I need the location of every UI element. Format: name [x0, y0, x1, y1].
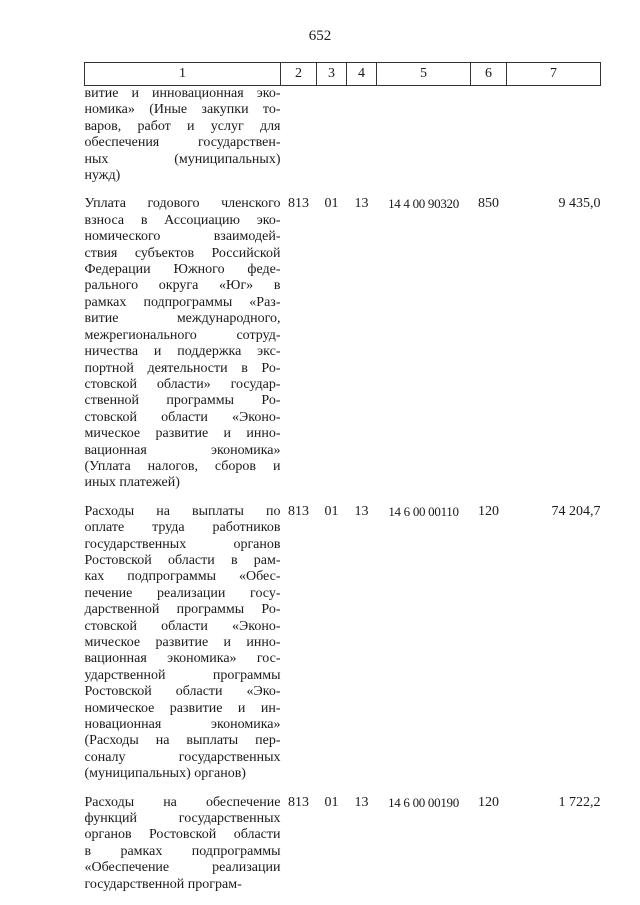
table-row — [85, 86, 601, 185]
amount-value: 74 204,7 — [551, 503, 601, 519]
description-line: номическое развитие и ин- — [84, 700, 281, 716]
column-header: 6 — [471, 63, 507, 86]
chapter-code: 813 — [288, 503, 309, 519]
description-line: государственной програм- — [84, 876, 242, 892]
description-line: Федерации Южного феде- — [84, 262, 281, 278]
expense-type-code: 120 — [478, 794, 499, 810]
chapter-code: 813 — [288, 794, 309, 810]
description-line: Ростовской области в рам- — [84, 552, 281, 568]
description-line: «Обеспечение реализации — [84, 860, 281, 876]
description-line: ных (муниципальных) — [84, 151, 281, 167]
expense-type-code: 850 — [478, 196, 499, 212]
description-line: мическое развитие и инно- — [84, 635, 281, 650]
description-line: стовской области» государ- — [84, 376, 281, 392]
amount-value: 9 435,0 — [558, 196, 601, 212]
description-line: витие и инновационная эко- — [84, 86, 281, 101]
description-line: нужд) — [84, 168, 121, 184]
description-line: мическое развитие и инно- — [84, 426, 281, 442]
description-line: портной деятельности в Ро- — [84, 360, 281, 376]
description-line: стовской области «Эконо- — [84, 618, 281, 634]
row-spacer — [85, 783, 601, 795]
description-line: функций государственных — [84, 811, 281, 827]
section-code — [317, 86, 347, 185]
row-description — [85, 196, 281, 491]
budget-table — [84, 62, 601, 893]
description-line: рального округа «Юг» в — [84, 278, 281, 294]
description-line: вационная экономика» гос- — [84, 651, 281, 667]
row-spacer-cell — [85, 184, 601, 196]
description-line: вационная экономика» — [84, 442, 281, 458]
description-line: оплате труда работников — [84, 520, 281, 536]
row-spacer-cell — [85, 783, 601, 795]
subsection-code: 13 — [354, 503, 369, 519]
page-number: 652 — [308, 28, 332, 44]
section-code: 01 — [324, 794, 339, 810]
column-header: 1 — [85, 63, 281, 86]
description-line: ках подпрограммы «Обес- — [84, 569, 281, 585]
description-line: органов Ростовской области — [84, 827, 281, 843]
description-line: государственных органов — [84, 536, 281, 552]
amount-value: 1 722,2 — [558, 794, 601, 810]
description-line: ничества и поддержка экс- — [84, 344, 281, 360]
description-line: номика» (Иные закупки то- — [84, 102, 281, 118]
description-line: печение реализации госу- — [84, 585, 281, 601]
table-row — [85, 795, 601, 893]
description-line: ствия субъектов Российской — [84, 245, 281, 261]
target-article-code: 14 6 00 00110 — [388, 503, 459, 519]
description-line: (Расходы на выплаты пер- — [84, 733, 281, 749]
expense-type-code: 120 — [478, 503, 499, 519]
description-line: варов, работ и услуг для — [84, 118, 281, 134]
chapter-code: 813 — [288, 196, 309, 212]
description-line: Расходы на выплаты по — [84, 503, 281, 519]
subsection-code: 13 — [354, 196, 369, 212]
description-line: новационная экономика» — [84, 717, 281, 733]
column-header: 2 — [281, 63, 317, 86]
description-line: Ростовской области «Эко- — [84, 684, 281, 700]
row-description — [85, 504, 281, 783]
target-article-code: 14 4 00 90320 — [388, 196, 459, 212]
column-header: 4 — [347, 63, 377, 86]
column-header: 5 — [377, 63, 471, 86]
description-line: Уплата годового членского — [84, 196, 281, 212]
subsection-code — [347, 86, 377, 185]
description-line: рамках подпрограммы «Раз- — [84, 294, 281, 310]
description-line: ственной программы Ро- — [84, 393, 281, 409]
description-line: межрегионального сотруд- — [84, 327, 281, 343]
description-line: номического взаимодей- — [84, 229, 281, 245]
amount-value — [507, 86, 601, 185]
description-line: взноса в Ассоциацию эко- — [84, 212, 281, 228]
description-line: ударственной программы — [84, 667, 281, 683]
description-line: витие международного, — [84, 311, 281, 327]
description-line: дарственной программы Ро- — [84, 602, 281, 618]
section-code: 01 — [324, 196, 339, 212]
description-line: в рамках подпрограммы — [84, 843, 281, 859]
column-header: 7 — [507, 63, 601, 86]
row-description — [85, 86, 281, 185]
subsection-code: 13 — [354, 794, 369, 810]
description-line: (муниципальных) органов) — [84, 766, 246, 782]
table-header-row — [85, 63, 601, 86]
description-line: соналу государственных — [84, 749, 281, 765]
section-code: 01 — [324, 503, 339, 519]
column-header: 3 — [317, 63, 347, 86]
row-description — [85, 795, 281, 893]
description-line: иных платежей) — [84, 475, 180, 491]
table-row — [85, 196, 601, 491]
table-row — [85, 504, 601, 783]
description-line: (Уплата налогов, сборов и — [84, 458, 281, 474]
chapter-code — [281, 86, 317, 185]
description-line: стовской области «Эконо- — [84, 409, 281, 425]
row-spacer — [85, 492, 601, 504]
target-article-code — [377, 86, 471, 185]
description-line: Расходы на обеспечение — [84, 794, 281, 810]
description-line: обеспечения государствен- — [84, 135, 281, 151]
row-spacer — [85, 184, 601, 196]
expense-type-code — [471, 86, 507, 185]
target-article-code: 14 6 00 00190 — [388, 794, 459, 810]
row-spacer-cell — [85, 492, 601, 504]
